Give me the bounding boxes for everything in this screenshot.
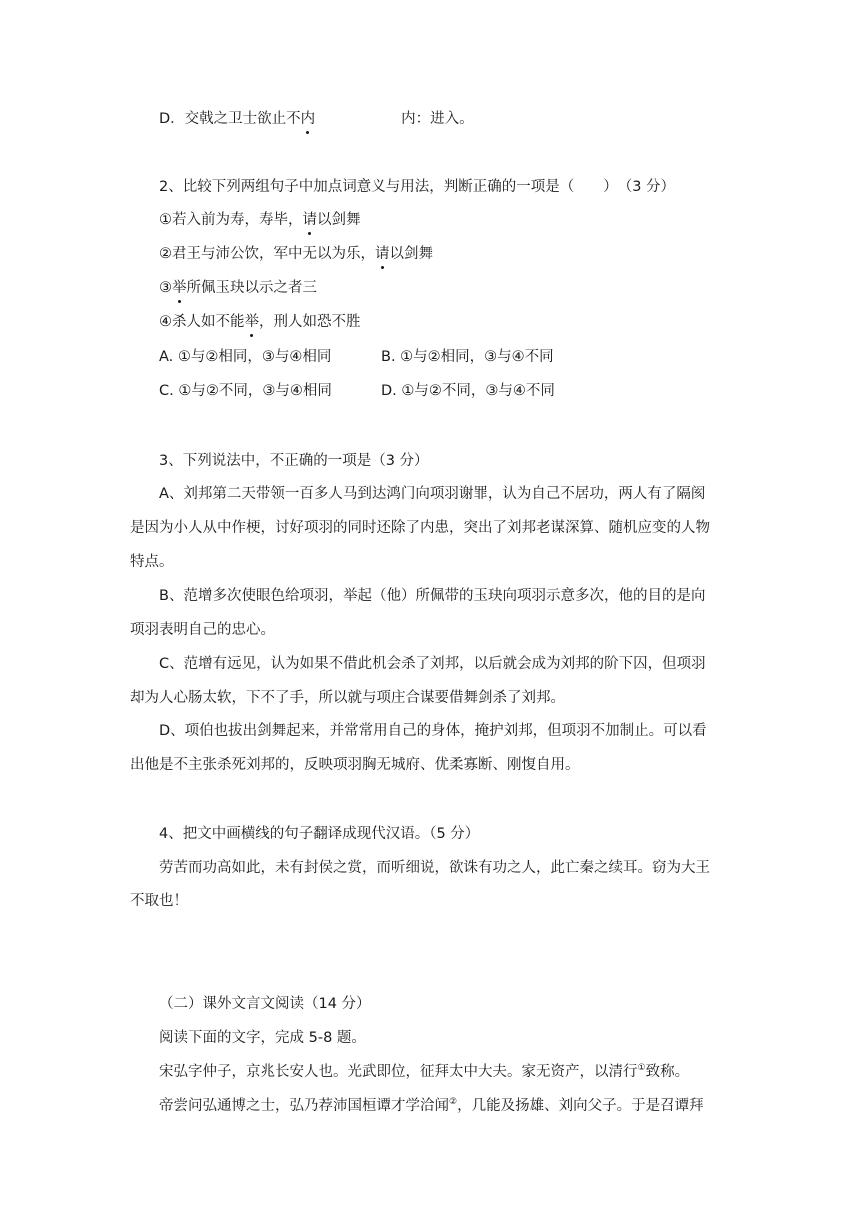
q2-option-b: B. ①与②相同，③与④不同 xyxy=(381,349,554,365)
q3-option-a-line3: 特点。 xyxy=(130,554,174,570)
dotted-char: 举 xyxy=(172,280,187,296)
q3-option-c-line2: 却为人心肠太软，下不了手，所以就与项庄合谋要借舞剑杀了刘邦。 xyxy=(130,690,565,706)
passage-paragraph-2: 帝尝问弘通博之士，弘乃荐沛国桓谭才学洽闻②，几能及扬雄、刘向父子。于是召谭拜 xyxy=(159,1097,704,1114)
q4-stem: 4、把文中画横线的句子翻译成现代汉语。（5 分） xyxy=(159,826,480,842)
q2-sentence-4: ④杀人如不能举，刑人如恐不胜 xyxy=(159,314,361,330)
q2-sentence-3: ③举所佩玉玦以示之者三 xyxy=(159,280,317,296)
q3-option-a-line2: 是因为小人从中作梗，讨好项羽的同时还除了内患，突出了刘邦老谋深算、随机应变的人物 xyxy=(130,520,710,536)
q2-option-a: A. ①与②相同，③与④相同 xyxy=(159,349,332,365)
q3-option-d-line1: D、项伯也拔出剑舞起来，并常常用自己的身体，掩护刘邦，但项羽不加制止。可以看 xyxy=(159,723,707,739)
dotted-char: 内 xyxy=(300,111,316,127)
q3-option-b-line1: B、范增多次使眼色给项羽，举起（他）所佩带的玉玦向项羽示意多次，他的目的是向 xyxy=(159,588,706,604)
q3-option-c-line1: C、范增有远见，认为如果不借此机会杀了刘邦，以后就会成为刘邦的阶下囚，但项羽 xyxy=(159,656,706,672)
q2-stem: 2、比较下列两组句子中加点词意义与用法，判断正确的一项是（ ） （3 分） xyxy=(159,179,676,195)
q1-option-d: D．交戟之卫士欲止不内 内：进入。 xyxy=(159,111,474,127)
q3-option-b-line2: 项羽表明自己的忠心。 xyxy=(130,622,275,638)
q4-passage-line2: 不取也！ xyxy=(130,893,188,909)
gloss: 内：进入。 xyxy=(401,111,474,127)
dotted-char: 举 xyxy=(244,314,259,330)
q2-option-c: C. ①与②不同，③与④相同 xyxy=(159,383,332,399)
q3-stem: 3、下列说法中，不正确的一项是（3 分） xyxy=(159,453,429,469)
q4-passage-line1: 劳苦而功高如此，未有封侯之赏，而听细说，欲诛有功之人，此亡秦之续耳。窃为大王 xyxy=(159,860,710,876)
section-heading: （二）课外文言文阅读（14 分） xyxy=(159,996,371,1012)
q2-sentence-2: ②君王与沛公饮，军中无以为乐，请以剑舞 xyxy=(159,246,433,262)
q2-option-d: D. ①与②不同，③与④不同 xyxy=(381,383,555,399)
q2-sentence-1: ①若入前为寿，寿毕，请以剑舞 xyxy=(159,212,361,228)
dotted-char: 请 xyxy=(302,212,317,228)
q3-option-a-line1: A、刘邦第二天带领一百多人马到达鸿门向项羽谢罪，认为自己不居功，两人有了隔阂 xyxy=(159,486,706,502)
section-instruction: 阅读下面的文字，完成 5-8 题。 xyxy=(159,1030,366,1046)
footnote-marker: ① xyxy=(637,1063,646,1073)
q3-option-d-line2: 出他是不主张杀死刘邦的，反映项羽胸无城府、优柔寡断、刚愎自用。 xyxy=(130,757,580,773)
dotted-char: 请 xyxy=(375,246,390,262)
footnote-marker: ② xyxy=(449,1097,458,1107)
passage-paragraph-1: 宋弘字仲子，京兆长安人也。光武即位，征拜太中大夫。家无资产，以清行①致称。 xyxy=(159,1063,690,1080)
